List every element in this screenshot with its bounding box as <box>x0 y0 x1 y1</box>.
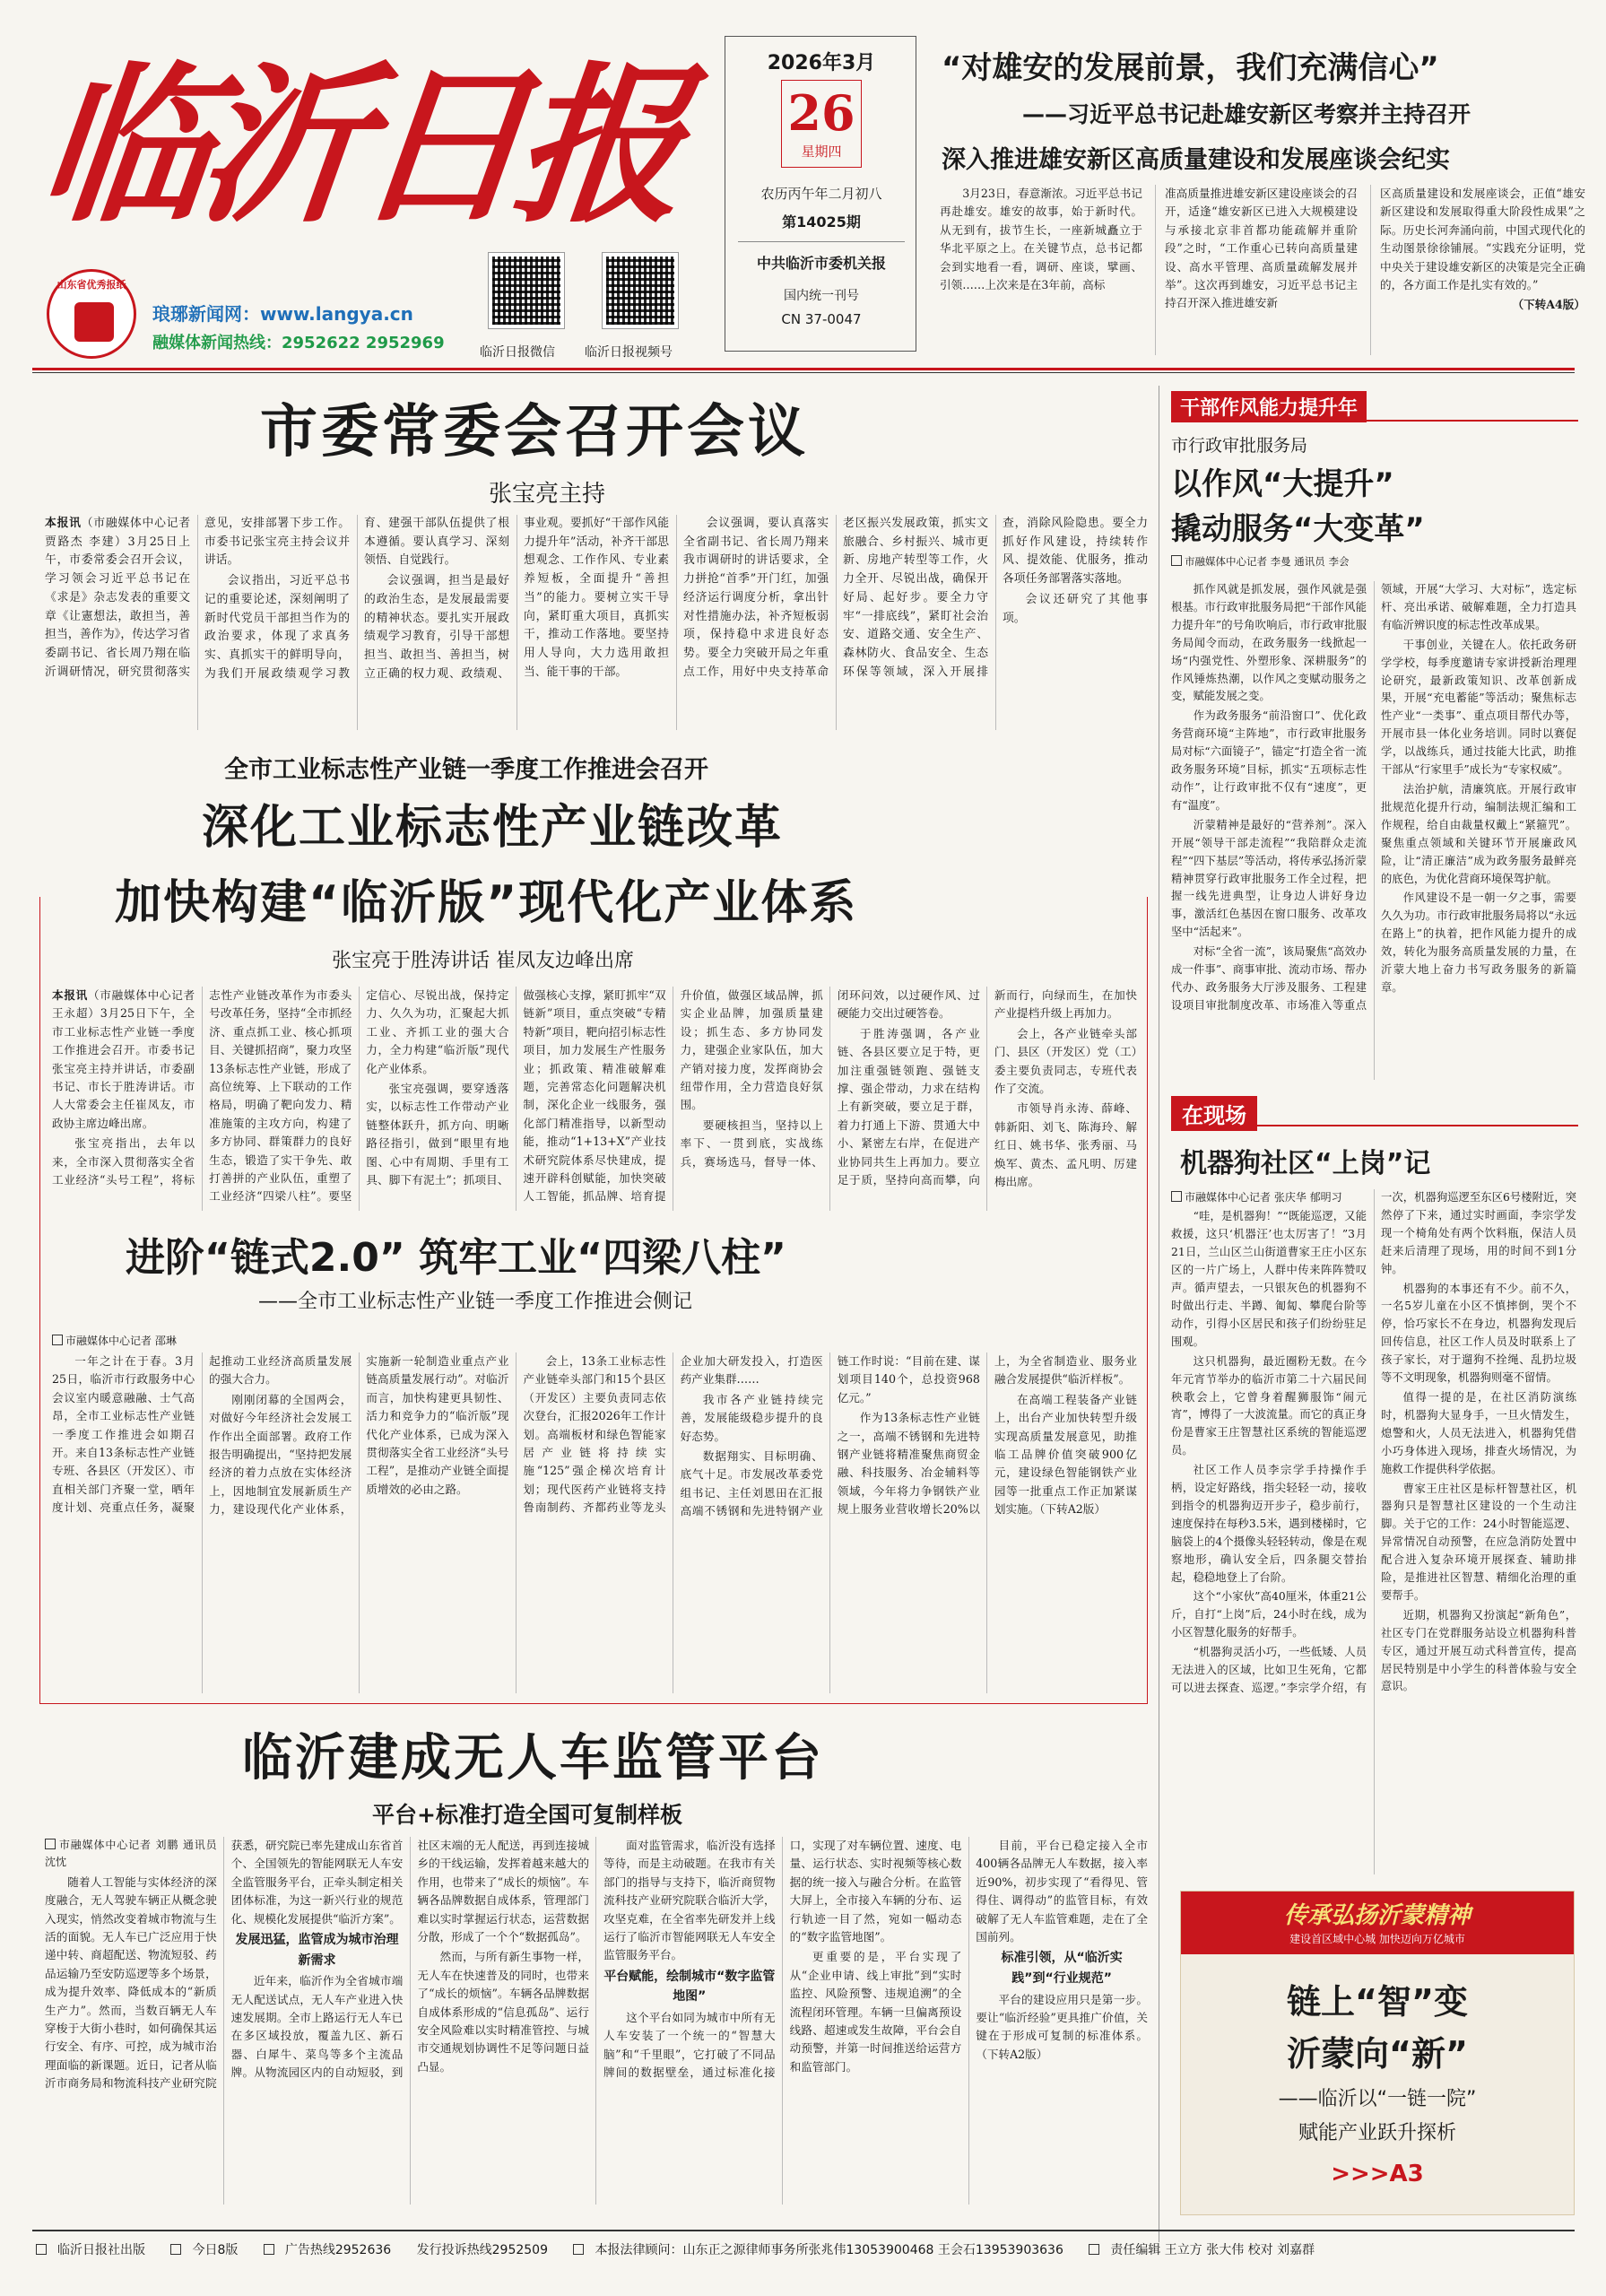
promo-banner <box>1181 1892 1574 1954</box>
work-para: 对标“全省一流”，该局聚焦“高效办成一件事”、商事审批、流动市场、帮办代办、政务服务大厅涉及服务、工程建设项目审批制度改革、市场准入等重点领域，开展“大学习、大对标”，选定标杆、亮出承诺、破解难题，全力打造具有临沂辨识度的标志性改革成果。 <box>1171 583 1576 1012</box>
footer-item <box>170 2243 248 2257</box>
site-url[interactable]: www.langya.cn <box>260 303 413 325</box>
footer-item <box>573 2243 1073 2257</box>
meeting-para: 会议指出，习近平总书记的重要论述，深刻阐明了新时代党员干部担当作为的政治要求，体现了求真务实、真抓实干的鲜明导向，为我们开展政绩观学习教育、建强干部队伍提供了根本遵循。要认真学习、深刻领悟、自觉践行。 <box>204 517 509 681</box>
chain-para: 作为13条标志性产业链之一，高端不锈钢和先进特钢产业链将精准聚焦商贸金融、科技服务、冶金辅料等领域，今年将力争钢铁产业规上服务业营收增长20%以上，为全省制造业、服务业融合发展提供“临沂样板”。 <box>837 1354 1137 1517</box>
lead-label: 本报讯 <box>45 517 82 530</box>
chain-para: 数据翔实、目标明确、底气十足。市发展改革委党组书记、主任刘恩田在汇报高端不锈钢和先进特钢产业链工作时说：“目前在建、谋划项目140个，总投资968亿元。” <box>680 1354 980 1518</box>
work-byline <box>1171 554 1349 569</box>
meeting-para: 会议强调，要认真落实全省副书记、省长周乃翔来我市调研时的讲话要求，全力拼抢“首季”开门红，加强经济运行调度分析，拿出针对性措施办法，补齐短板弱项，保持稳中求进良好态势。要全力突破开局之年重点工作，用好中央支持革命老区振兴发展政策，抓实文旅融合、乡村振兴、城市更新、房地产转型等工作，火力全开、尽锐出战，确保开好局、起好步。要全力守牢“一排底线”，紧盯社会治安、道路交通、安全生产、森林防火、食品安全、生态环保等领域，深入开展排查，消除风险隐患。要全力抓好作风建设，持续转作风、提效能、优服务，推动各项任务部署落实落地。 <box>683 517 1148 679</box>
meeting-title[interactable]: 市委常委会召开会议 <box>260 399 809 465</box>
chain-title[interactable]: 进阶“链式2.0” 筑牢工业“四梁八柱” <box>126 1235 786 1281</box>
driverless-para: 更重要的是，平台实现了从“企业申请、线上审批”到“实时监控、风险预警、违规追溯”的全流程闭环管理。车辆一旦偏离预设线路、超速或发生故障，平台会自动预警，并第一时间推送给运营方和监管部门。 <box>789 1950 962 2074</box>
lead-label: 本报讯 <box>52 988 88 1002</box>
footer-item-text: 临沂日报社出版 <box>57 2243 145 2257</box>
work-title2[interactable]: 撬动服务“大变革” <box>1171 511 1425 547</box>
newspaper-logo[interactable]: 临沂日报 <box>30 46 684 246</box>
award-stamp: 山东省优秀报纸 <box>47 269 136 359</box>
promo-page-ref[interactable]: >>>A3 <box>1331 2161 1424 2187</box>
date-year-month: 2026年3月 <box>767 52 876 74</box>
box-icon <box>1171 1191 1182 1202</box>
lead-byline: （市融媒体中心记者 贾路杰 李建） <box>45 517 191 549</box>
box-icon <box>1089 2244 1099 2255</box>
meeting-body <box>45 515 1148 730</box>
footer-item <box>1089 2243 1325 2257</box>
footer-item-text: 责任编辑 王立方 张大伟 校对 刘嘉群 <box>1110 2243 1315 2257</box>
chain-para: 刚刚闭幕的全国两会，对做好今年经济社会发展工作作出全面部署。政府工作报告明确提出，“坚持把发展经济的着力点放在实体经济上，因地制宜发展新质生产力，建设现代化产业体系，实施新一轮制造业重点产业链高质量发展行动”。对临沂而言，加快构建更具韧性、活力和竞争力的“临沂版”现代化产业体系，已成为深入贯彻落实全省工业经济“头号工程”，是推动产业链全面提质增效的必由之路。 <box>209 1354 509 1517</box>
work-para: 作风建设不是一朝一夕之事，需要久久为功。市行政审批服务局将以“永远在路上”的执着，把作风能力提升的成效，转化为服务高质量发展的力量，在沂蒙大地上奋力书写政务服务的新篇章。 <box>1381 891 1576 994</box>
date-box <box>725 36 916 352</box>
top-story-text: 3月23日，春意渐浓。习近平总书记再赴雄安。雄安的故事，始于新时代。从无到有，拔节生长，一座新城矗立于华北平原之上。在关键节点，总书记都会到实地看一看，调研、座谈，擘画、引领……上次来是在3年前，高标 <box>940 187 1142 291</box>
scene-para: 社区工作人员李宗学手持操作手柄，设定好路线，指尖轻轻一动，接收到指令的机器狗迈开步子，稳步前行，速度保持在每秒3.5米，遇到楼梯时，它脑袋上的4个摄像头轻轻转动，像是在观察地形，确认安全后，四条腿交替抬起，稳稳地登上了台阶。 <box>1171 1464 1367 1584</box>
section-bar-work <box>1171 391 1578 422</box>
issue-number: 第14025期 <box>782 213 861 230</box>
scene-para: 值得一提的是，在社区消防演练时，机器狗大显身手，一旦火情发生，熄警和火，人员无法进入，机器狗凭借小巧身体进入现场，排查火场情况，为施救工作提供科学依据。 <box>1381 1390 1576 1475</box>
chain-para: 在高端工程装备产业链上，出台产业加快转型升级实现高质量发展意见，助推临工品牌价值突破900亿元，建设绿色智能钢铁产业园等一批重点工作正加紧谋划实施。（下转A2版） <box>994 1392 1137 1517</box>
serial-label: 国内统一刊号 <box>784 289 859 303</box>
jump-line[interactable]: （下转A4版） <box>1512 298 1585 312</box>
top-story-col1 <box>940 185 1142 355</box>
promo-title2: 沂蒙向“新” <box>1287 2034 1468 2074</box>
footer-item <box>264 2243 402 2257</box>
driverless-para: 这个平台如同为城市中所有无人车安装了一个统一的“智慧大脑”和“千里眼”，它打破了不同品牌间的数据壁垒，通过标准化接口，实现了对车辆位置、速度、电量、运行状态、实时视频等核心数据的统一接入与融合分析。在监管大屏上，全市接入车辆的分布、运行轨迹一目了然，宛如一幅动态的“数字监管地图”。 <box>603 1839 962 2080</box>
footer-item-text: 广告热线2952636 <box>284 2243 392 2257</box>
industry-para: 张宝亮指出，去年以来，全市深入贯彻落实全省工业经济“头号工程”，将标志性产业链改革作为市委头号改革任务，坚持“全市抓经济、重点抓工业、核心抓项目、关键抓招商”，聚力攻坚13条标志性产业链，形成了高位统筹、上下联动的工作格局，明确了靶向发力、精准施策的主攻方向，构建了多方协同、群策群力的良好生态，锻造了实干争先、敢打善拼的产业队伍，重塑了工业经济“四梁八柱”。要坚定信心、尽锐出战，保持定力、久久为功，汇聚起大抓工业、齐抓工业的强大合力，全力构建“临沂版”现代化产业体系。 <box>52 988 509 1204</box>
promo-banner-sub: 建设首区域中心城 加快迈向万亿城市 <box>1289 1933 1465 1945</box>
industry-para-text: 3月25日下午，全市工业标志性产业链一季度工作推进会召开。市委书记张宝亮主持并讲话，市委副书记、市长于胜涛讲话。市人大常委会主任崔凤友，市政协主席边峰出席。 <box>52 1006 195 1130</box>
driverless-para: 平台的建设应用只是第一步。要让“临沂经验”更具推广价值，关键在于形成可复制的标准体系。（下转A2版） <box>976 1992 1148 2061</box>
section-tag-work[interactable]: 干部作风能力提升年 <box>1171 391 1367 422</box>
footer-item-text: 今日8版 <box>192 2243 239 2257</box>
section-tag-scene[interactable]: 在现场 <box>1171 1096 1257 1131</box>
meeting-para: 会议强调，担当是最好的政治生态，是发展最需要的精神状态。要扎实开展政绩观学习教育，引导干部想担当、敢担当、善担当，树立正确的权力观、政绩观、事业观。要抓好“干部作风能力提升年”活动，补齐干部思想观念、工作作风、专业素养短板，全面提升“善担当”的能力。要树立实干导向，紧盯重大项目，真抓实干，推动工作落地。要坚持用人导向，大力选用敢担当、能干事的干部。 <box>364 517 669 681</box>
promo-box[interactable] <box>1180 1891 1575 2215</box>
qr-label-wechat: 临沂日报微信 <box>480 345 555 360</box>
work-para: 作为政务服务“前沿窗口”、优化政务营商环境“主阵地”，市行政审批服务局对标“六面镜子”，锚定“打造全省一流政务服务环境”目标，抓实“五项标志性动作”，让行政审批不仅有“速度”，更有“温度”。 <box>1171 709 1367 812</box>
meeting-subtitle: 张宝亮主持 <box>489 481 606 508</box>
chain-byline <box>52 1333 177 1348</box>
work-para: 干事创业，关键在人。依托政务研学学校，每季度邀请专家讲授新治理理论研究，最新政策知识、改革创新成果，开展“充电蓄能”等活动；聚焦标志性产业“一类事”、重点项目帮代办等，开展市县一体化业务培训。同时以赛促学，以战练兵，通过技能大比武，助推干部从“行家里手”成长为“专家权威”。 <box>1381 638 1576 777</box>
scene-para: 这只机器狗，最近圈粉无数。在今年元宵节举办的临沂市第二十六届民间秧歌会上，它曾身着醒狮服饰“闹元宵”，博得了一大波流量。而它的真正身份是曹家王庄智慧社区系统的智能巡逻员。 <box>1171 1354 1367 1457</box>
work-title1[interactable]: 以作风“大提升” <box>1171 466 1394 502</box>
work-para: 法治护航，清廉筑底。开展行政审批规范化提升行动，编制法规汇编和工作规程，给自由裁量权戴上“紧箍咒”。聚焦重点领域和关键环节开展廉政风险，让“清正廉洁”成为政务服务最鲜亮的底色，为优化营商环境保驾护航。 <box>1381 782 1576 885</box>
industry-para: 市领导肖永涛、薛峰、韩新阳、刘飞、陈海玲、解红日、姚书华、张秀丽、马焕军、黄杰、孟凡明、厉建梅出席。 <box>994 1101 1137 1188</box>
top-story-subtitle1: ——习近平总书记赴雄安新区考察并主持召开 <box>1022 101 1471 127</box>
driverless-subtitle: 平台+标准打造全国可复制样板 <box>372 1802 682 1828</box>
footer-rule <box>32 2230 1575 2231</box>
work-body <box>1171 581 1576 1080</box>
work-para: 沂蒙精神是最好的“营养剂”。深入开展“领导干部走流程”“我陪群众走流程”“四下基层”等活动，将传承弘扬沂蒙精神贯穿行政审批服务工作全过程，把握一线先进典型，让身边人讲好身边事，激活红色基因在窗口服务、改革攻坚中“活起来”。 <box>1171 818 1367 939</box>
driverless-para: 目前，平台已稳定接入全市400辆各品牌无人车数据，接入率近90%，初步实现了“看得见、管得住、调得动”的监管目标，有效破解了无人车监管难题，走在了全国前列。 <box>976 1839 1148 1944</box>
box-icon <box>52 1335 63 1345</box>
top-story-col2 <box>1155 185 1358 355</box>
industry-body <box>52 987 1137 1211</box>
scene-para: “哇，是机器狗！”“既能巡逻，又能救援，这只‘机器汪’也太厉害了！”3月21日，兰山区兰山街道曹家王庄小区东区的一片广场上，人群中传来阵阵赞叹声。循声望去，一只银灰色的机器狗不时做出行走、半蹲、匍匐、攀爬台阶等动作，引得小区居民和孩子们纷纷驻足围观。 <box>1171 1210 1367 1348</box>
driverless-body <box>45 1837 1148 2205</box>
box-icon <box>45 1839 56 1849</box>
top-story-subtitle2: 深入推进雄安新区高质量建设和发展座谈会纪实 <box>942 146 1450 174</box>
scene-para: 近期，机器狗又扮演起“新角色”，社区专门在党群服务站设立机器狗科普专区，通过开展互动式科普宣传，提高居民特别是中小学生的科普体验与安全意识。 <box>1381 1608 1576 1693</box>
weekday: 星期四 <box>801 144 842 160</box>
site-label-text: 琅琊新闻网： <box>152 303 260 325</box>
driverless-subhead: 标准引领，从“临沂实践”到“行业规范” <box>1001 1951 1123 1987</box>
work-unit: 市行政审批服务局 <box>1171 436 1308 456</box>
industry-para: 于胜涛强调，各产业链、各县区要立足于特，更加注重强链领跑、强链支撑、强企带动，力求在结构上有新突破，要立足于群，着力打通上下游、贯通大中小、紧密左右岸，在促进产业协同共生上再加力。要立足于质，坚持向高而攀，向新而行，向绿而生，在加快产业提档升级上再加力。 <box>837 988 1137 1187</box>
scene-para: “机器狗灵活小巧，一些低矮、人员无法进入的区域，比如卫生死角，它都可以进去探查、巡逻。”李宗学介绍，有一次，机器狗巡逻至东区6号楼附近，突然停了下来，通过实时画面，李宗学发现一个椅角处有两个饮料瓶，保洁人员赶来后清理了现场，用的时间不到1分钟。 <box>1171 1191 1576 1694</box>
book-icon <box>74 302 114 342</box>
driverless-para: 然而，与所有新生事物一样，无人车在快速普及的同时，也带来了“成长的烦恼”。车辆各品牌数据自成体系形成的“信息孤岛”、运行安全风险难以实时精准管控、与城市交通规划协调性不足等问题日益凸显。 <box>417 1950 589 2074</box>
driverless-para: 随着人工智能与实体经济的深度融合，无人驾驶车辆正从概念驶入现实，悄然改变着城市物流与生活的面貌。无人车已广泛应用于快递中转、商超配送、物流短驳、药品运输乃至安防巡逻等多个场景，成为提升效率、降低成本的“新质生产力”。然而，当数百辆无人车穿梭于大街小巷时，如何确保其运行安全、有序、可控，成为城市治理面临的新课题。近日，记者从临沂市商务局和物流科技产业研究院获悉，研究院已率先建成山东省首个、全国领先的智能网联无人车安全监管服务平台，正牵头制定相关团体标准，为这一新兴行业的规范化、规模化发展提供“临沂方案”。 <box>45 1839 404 2091</box>
chain-para: 我市各产业链持续完善，发展能级稳步提升的良好态势。 <box>680 1392 823 1443</box>
footer-item <box>36 2243 156 2257</box>
box-icon <box>1171 555 1182 566</box>
industry-para: 张宝亮强调，要穿透落实，以标志性工作带动产业链整体跃升，抓方向、明晰路径指引，做到“眼里有地图、心中有周期、手里有工具、脚下有泥土”；抓项目、做强核心支撑，紧盯抓牢“双链新”项目，重点突破“专精特新”项目，靶向招引标志性项目，加力发展生产性服务业；抓政策、精准破解难题，完善常态化问题解决机制，深化企业一线服务，强化部门精准指导，以新型动能，推动“1+13+X”产业技术研究院体系尽快建成，提速开辟科创赋能，加快突破人工智能，抓品牌、培育提升价值，做强区域品牌，抓实企业品牌，加强质量建设；抓生态、多方协同发力，建强企业家队伍，加大产销对接力度，发挥商协会纽带作用，全力营造良好氛围。 <box>366 988 823 1204</box>
scene-byline-text: 市融媒体中心记者 张庆华 郁明习 <box>1185 1191 1342 1204</box>
driverless-para: 面对监管需求，临沂没有选择等待，而是主动破题。在我市有关部门的指导与支持下，临沂商贸物流科技产业研究院联合临沂大学，攻坚克难，在全省率先研发并上线运行了临沂市智能网联无人车安全监管服务平台。 <box>603 1839 776 1962</box>
date-day: 26 <box>787 84 855 142</box>
promo-subtitle: ——临沂以“一链一院” <box>1278 2088 1477 2110</box>
footer-item <box>417 2243 559 2257</box>
chain-subtitle: ——全市工业标志性产业链一季度工作推进会侧记 <box>258 1291 693 1313</box>
footer-item-text: 发行投诉热线2952509 <box>416 2243 548 2257</box>
box-icon <box>170 2244 181 2255</box>
footer <box>36 2240 1575 2258</box>
date-day-box <box>781 80 862 168</box>
box-icon <box>573 2244 584 2255</box>
lunar-date: 农历丙午年二月初八 <box>760 186 882 202</box>
work-byline-text: 市融媒体中心记者 李曼 通讯员 李会 <box>1185 555 1350 568</box>
scene-byline <box>1171 1189 1367 1206</box>
top-story-text: 区高质量建设和发展座谈会，正值“雄安新区建设和发展取得重大阶段性成果”之际。历史长河奔涌向前，中国式现代化的生动图景徐徐铺展。“实践充分证明，党中央关于建设雄安新区的决策是完全正确的，各方面工作是扎实有效的。” <box>1380 187 1585 291</box>
qr-code-wechat[interactable] <box>489 253 564 328</box>
chain-para: 会上，13条工业标志性产业链牵头部门和15个县区（开发区）主要负责同志依次登台，汇报2026年工作计划。高端板材和绿色智能家居产业链将持续实施“125”强企梯次培育计划；现代医药产业链将支持鲁南制药、齐都药业等龙头企业加大研发投入，打造医药产业集群…… <box>523 1354 823 1515</box>
driverless-byline <box>45 1837 217 1872</box>
date-divider <box>738 241 905 242</box>
masthead-rule-thin <box>32 372 1575 373</box>
scene-body <box>1171 1189 1576 1874</box>
masthead-rule <box>32 368 1575 370</box>
sponsor: 中共临沂市委机关报 <box>756 255 886 272</box>
driverless-subhead: 发展迅猛，监管成为城市治理新需求 <box>235 1932 399 1968</box>
industry-para <box>52 987 195 1133</box>
meeting-para: 会议还研究了其他事项。 <box>1003 592 1148 625</box>
hotline: 融媒体新闻热线：2952622 2952969 <box>152 334 445 352</box>
industry-title1[interactable]: 深化工业标志性产业链改革 <box>202 801 784 855</box>
chain-para: 一年之计在于春。3月25日，临沂市行政服务中心会议室内暖意融融、士气高昂，全市工业标志性产业链一季度工作推进会如期召开。来自13条标志性产业链专班、各县区（开发区）、市直相关部门齐聚一堂，晒年度计划、亮重点任务，凝聚起推动工业经济高质量发展的强大合力。 <box>52 1354 352 1515</box>
scene-para: 机器狗的本事还有不少。前不久，一名5岁儿童在小区不慎摔倒，哭个不停，恰巧家长不在身边，机器狗发现后回传信息，社区工作人员及时联系上了孩子家长，对于遛狗不拴绳、乱扔垃圾等不文明现象，机器狗则毫不留情。 <box>1381 1282 1576 1385</box>
box-icon <box>264 2244 274 2255</box>
scene-para: 这个“小家伙”高40厘米，体重21公斤，自打“上岗”后，24小时在线，成为小区智慧化服务的好帮手。 <box>1171 1590 1367 1639</box>
footer-item-text: 本报法律顾问：山东正之源律师事务所张兆伟13053900468 王会石13953903636 <box>595 2243 1063 2257</box>
qr-code-video[interactable] <box>603 253 678 328</box>
scene-para: 曹家王庄社区是标杆智慧社区，机器狗只是智慧社区建设的一个生动注脚。关于它的工作：24小时智能巡逻、异常情况自动预警，在应急消防处置中配合进入复杂环境开展探查、辅助排险，是推进社区智慧、精细化治理的重要帮手。 <box>1381 1482 1576 1602</box>
meeting-para-text: 3月25日上午，市委常委会召开会议，学习领会习近平总书记在《求是》杂志发表的重要文章《让憲想法，敢担当，善担当，善作为》，传达学习省委副书记、省长周乃翔在临沂调研情况，研究贯彻落实意见，安排部署下步工作。市委书记张宝亮主持会议并讲话。 <box>45 517 350 679</box>
top-story-col3 <box>1370 185 1585 355</box>
promo-title1: 链上“智”变 <box>1287 1982 1468 2022</box>
lead-byline: （市融媒体中心记者 王永超） <box>52 988 195 1021</box>
top-story-text: 准高质量推进雄安新区建设座谈会的召开，适逢“雄安新区已进入大规模建设与承接北京非首都功能疏解并重阶段”之时，“工作重心已转向高质量建设、高水平管理、高质量疏解发展并举”。这次再到雄安，习近平总书记主持召开深入推进雄安新 <box>1165 187 1358 310</box>
serial-number: CN 37-0047 <box>781 311 862 327</box>
industry-para: 会上，各产业链牵头部门、县区（开发区）党（工）委主要负责同志，专班代表作了交流。 <box>994 1026 1137 1095</box>
industry-para: 要硬核担当，坚持以上率下、一贯到底，实战练兵，赛场选马，督导一体、闭环问效，以过硬作风、过硬能力交出过硬答卷。 <box>680 988 980 1169</box>
scene-title[interactable]: 机器狗社区“上岗”记 <box>1180 1148 1431 1179</box>
chain-byline-text: 市融媒体中心记者 邵琳 <box>65 1335 177 1347</box>
qr-label-video: 临沂日报视频号 <box>585 345 673 360</box>
top-story-title[interactable]: “对雄安的发展前景，我们充满信心” <box>942 50 1439 86</box>
driverless-byline-text: 市融媒体中心记者 刘鹏 通讯员 沈忱 <box>45 1839 217 1869</box>
box-icon <box>36 2244 47 2255</box>
industry-kicker: 全市工业标志性产业链一季度工作推进会召开 <box>224 756 708 784</box>
industry-title2[interactable]: 加快构建“临沂版”现代化产业体系 <box>115 876 858 930</box>
driverless-title[interactable]: 临沂建成无人车监管平台 <box>242 1729 824 1787</box>
masthead <box>0 0 1606 368</box>
work-para: 抓作风就是抓发展，强作风就是强根基。市行政审批服务局把“干部作风能力提升年”的号角吹响后，市行政审批服务局闻令而动，在政务服务一线掀起一场“内强党性、外塑形象、深耕服务”的作风锤炼热潮，以作风之变赋动服务之变，赋能发展之变。 <box>1171 583 1367 703</box>
section-bar-scene <box>1171 1096 1578 1126</box>
driverless-subhead: 平台赋能，绘制城市“数字监管地图” <box>603 1969 776 2005</box>
promo-banner-text: 传承弘扬沂蒙精神 <box>1283 1902 1471 1929</box>
site-label[interactable] <box>152 300 413 326</box>
industry-subtitle: 张宝亮于胜涛讲话 崔凤友边峰出席 <box>332 950 634 972</box>
driverless-para: 近年来，临沂作为全省城市端无人配送试点，无人车产业进入快速发展期。全市上路运行无人车已在多区域投放，覆盖九区、新石器、白犀牛、菜鸟等多个主流品牌。从物流园区内的自动短驳，到社区末端的无人配送，再到连接城乡的干线运输，发挥着越来越大的作用，也带来了“成长的烦恼”。车辆各品牌数据自成体系，管理部门难以实时掌握运行状态，运营数据分散，形成了一个个“数据孤岛”。 <box>230 1839 589 2080</box>
promo-subtitle2: 赋能产业跃升探析 <box>1298 2122 1456 2144</box>
chain-body <box>52 1352 1137 1693</box>
